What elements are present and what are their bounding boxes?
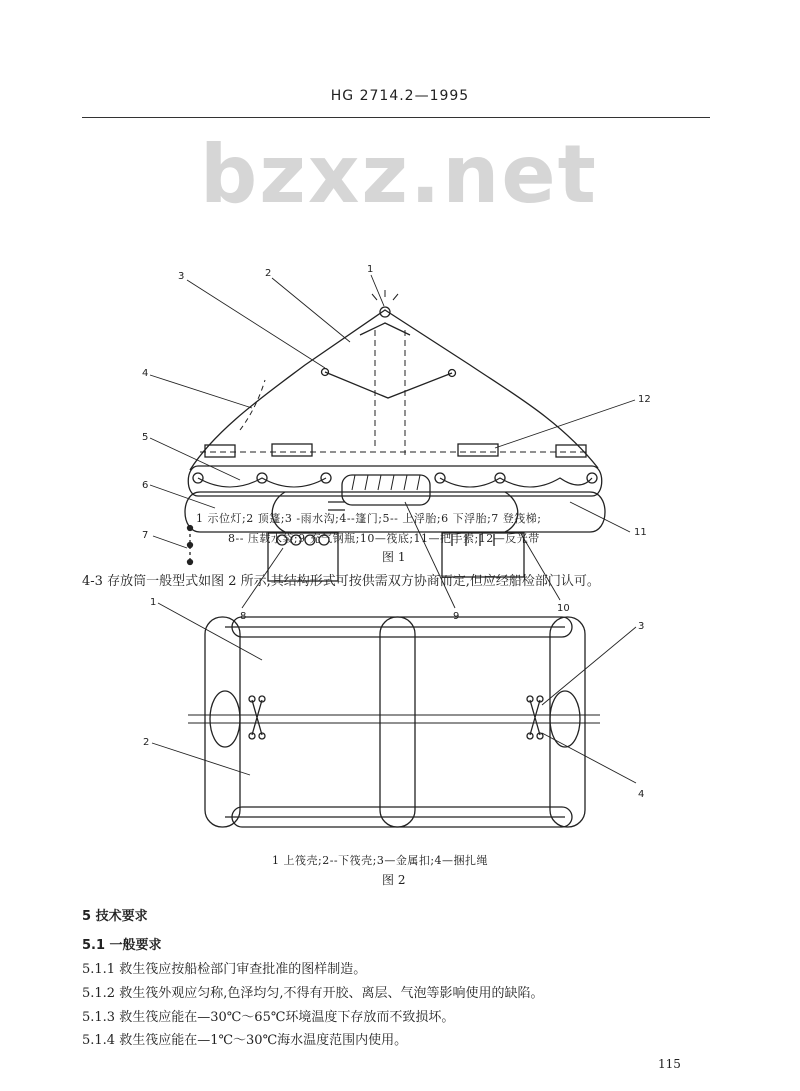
callout-5: 5: [142, 432, 149, 443]
figure2-title: 图 2: [382, 873, 406, 887]
callout-10: 10: [557, 603, 570, 614]
section-5-1-heading: 5.1 一般要求: [82, 938, 162, 953]
callout-11: 11: [634, 527, 647, 538]
page-number: 115: [658, 1057, 681, 1071]
item-5-1-2: 5.1.2 救生筏外观应匀称,色泽均匀,不得有开胶、离层、气泡等影响使用的缺陷。: [82, 986, 544, 1001]
figure1-legend-line2: 8-- 压载水袋;9 充气钢瓶;10—筏底;11—把手索;12—反光带: [228, 532, 540, 545]
section-5-heading: 5 技术要求: [82, 909, 148, 924]
canopy-apex: [360, 323, 410, 335]
canopy-outline: [190, 310, 598, 470]
callout-9: 9: [453, 611, 460, 622]
item-5-1-4: 5.1.4 救生筏应能在—1℃～30℃海水温度范围内使用。: [82, 1033, 408, 1048]
figure1-legend-line1: 1 示位灯;2 顶篷;3 -雨水沟;4--篷门;5-- 上浮胎;6 下浮胎;7 登筏梯;: [196, 512, 542, 525]
gas-cylinder: [342, 475, 430, 505]
standard-header: HG 2714.2—1995: [330, 88, 470, 104]
callout-2: 2: [265, 268, 272, 279]
figure2-legend: 1 上筏壳;2--下筏壳;3—金属扣;4—捆扎绳: [272, 854, 489, 867]
figure2-diagram: [0, 585, 800, 845]
callout-1: 1: [367, 264, 374, 275]
item-5-1-1: 5.1.1 救生筏应按船检部门审查批准的图样制造。: [82, 962, 367, 977]
callout-4: 4: [142, 368, 149, 379]
metal-clasp-right: [527, 696, 543, 739]
fig2-callout-1: 1: [150, 597, 157, 608]
shell-edges: [225, 627, 565, 817]
hoop-middle: [380, 617, 415, 827]
callout-12: 12: [638, 394, 651, 405]
header-rule: [82, 117, 710, 118]
fig2-callout-3: 3: [638, 621, 645, 632]
callout-6: 6: [142, 480, 149, 491]
paragraph-4-3: 4-3 存放筒一般型式如图 2 所示,其结构形式可按供需双方协商而定,但应经船检部门认可。: [82, 574, 600, 589]
callout-8: 8: [240, 611, 247, 622]
rain-channel: [325, 372, 452, 398]
callout-3: 3: [178, 271, 185, 282]
fig2-callout-4: 4: [638, 789, 645, 800]
callout-7: 7: [142, 530, 149, 541]
item-5-1-3: 5.1.3 救生筏应能在—30℃～65℃环境温度下存放而不致损坏。: [82, 1010, 455, 1025]
figure1-title: 图 1: [382, 550, 406, 564]
metal-clasp-left: [249, 696, 265, 739]
watermark: bzxz.net: [200, 128, 598, 221]
fig2-callout-2: 2: [143, 737, 150, 748]
